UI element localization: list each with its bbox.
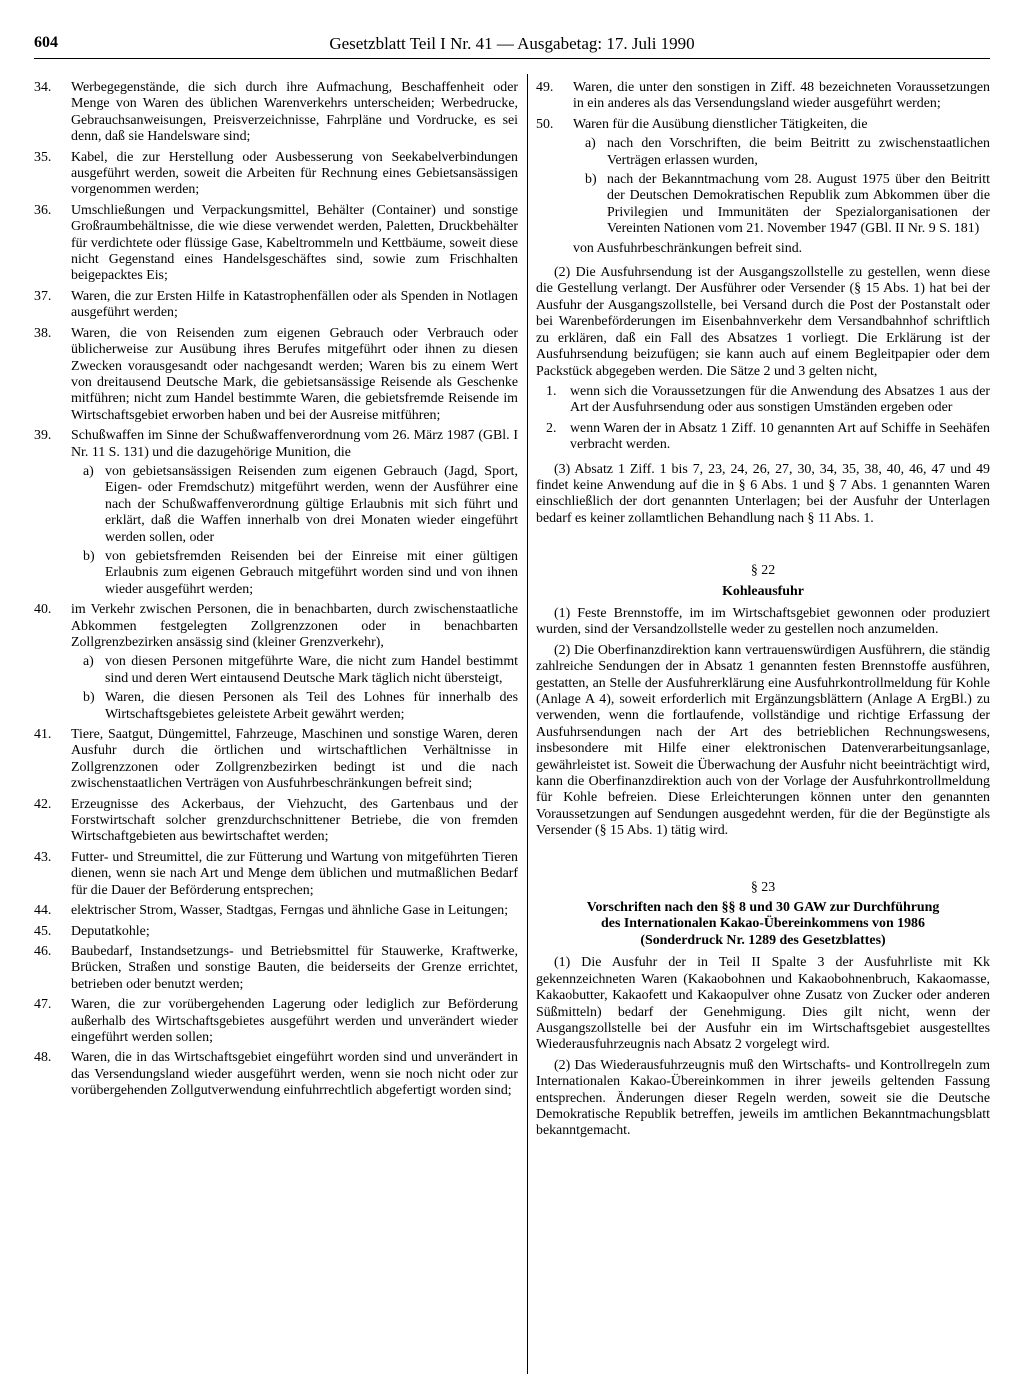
page-header: [34, 32, 990, 59]
item-number: 45.: [34, 923, 52, 939]
sub-item-label: a): [585, 136, 596, 152]
item-text: Waren, die von Reisenden zum eigenen Gebrauch oder Verbrauch oder üblicherweise zur Ausübung ihres Berufes mitgeführt oder ihnen zu diesen Zwecken vorausgesandt oder nachgesandt werden; Waren bis zu einem Wert von dreitausend Deutsche Mark, die gebietsansässige Reisende als Geschenke mitführen; nicht zum Handel bestimmte Waren, die gebietsfremde Reisende im Wirtschaftsgebiet erworben haben und bei der Ausreise mitführen;: [71, 325, 518, 423]
list-item-40: [34, 602, 518, 723]
closing-text: von Ausfuhrbeschränkungen befreit sind.: [573, 240, 803, 256]
list-item-45: [34, 924, 518, 940]
item-number: 46.: [34, 943, 52, 959]
item-number: 40.: [34, 602, 52, 618]
item-number: 44.: [34, 903, 52, 919]
paragraph-3: (3) Absatz 1 Ziff. 1 bis 7, 23, 24, 26, 27, 30, 34, 35, 38, 40, 46, 47 und 49 findet keine Anwendung auf die in § 6 Abs. 1 und § 7 Abs. 1 genannten Waren einschließlich der dort genannten Unterlagen; bei der Ausfuhr der Unterlagen bedarf es keiner zollamtlichen Behandlung nach § 11 Abs. 1.: [536, 461, 990, 526]
sub-item-text: von gebietsfremden Reisenden bei der Einreise mit einer gültigen Erlaubnis zum eigenen Gebrauch mitgeführt worden sind und von ihnen wieder ausgeführt werden;: [105, 548, 518, 597]
sub-item: [585, 136, 990, 169]
sub-item-text: nach der Bekanntmachung vom 28. August 1975 über den Beitritt der Deutschen Demokratischen Republik zum Abkommen über die Privilegien und Immunitäten der Spezialorganisationen der Vereinten Nationen vom 21. November 1947 (GBl. II Nr. 9 S. 181): [607, 172, 990, 237]
section-22-number: § 22: [750, 563, 776, 579]
sub-item-label: b): [585, 172, 597, 188]
item-text: Waren, die in das Wirtschaftsgebiet eingeführt worden sind und unverändert in das Versendungsland wieder ausgeführt werden, wenn sie noch nicht oder zur vorübergehenden Zollgutverwendung einfuhrrechtlich abgefertigt worden sind;: [71, 1050, 518, 1099]
item-number: 35.: [34, 149, 52, 165]
list-item-50: [536, 117, 990, 257]
sub-item: [585, 172, 990, 238]
item-number: 36.: [34, 202, 52, 218]
sub-item-label: b): [83, 548, 95, 564]
item-text: Kabel, die zur Herstellung oder Ausbesserung von Seekabelverbindungen ausgeführt werden, soweit die Arbeiten für Rechnung eines Gebietsansässigen vorgenommen werden;: [71, 149, 518, 198]
item-number: 39.: [34, 428, 52, 444]
item-text: Erzeugnisse des Ackerbaus, der Viehzucht, des Gartenbaus und der Forstwirtschaft solcher grenzdurchschnittener Betriebe, die von fremden Wirtschaftgebieten aus bewirtschaftet werden;: [71, 796, 518, 845]
item-number: 48.: [34, 1050, 52, 1066]
item-text: Futter- und Streumittel, die zur Fütterung und Wartung von mitgeführten Tieren dienen, wenn sie nach Art und Menge dem üblichen und mutmaßlichen Bedarf für die Dauer der Beförderung entsprechen;: [71, 849, 518, 898]
item-text: Umschließungen und Verpackungsmittel, Behälter (Container) und sonstige Großraumbehältnisse, die wie diese verwendet werden, Paletten, Druckbehälter für verdichtete oder flüssige Gase, Kabeltrommeln und Kettbäume, soweit diese nicht Gegenstand eines Handelsgeschäftes sind, sowie zum Frischhalten beigepacktes Eis;: [71, 202, 518, 284]
list-item-34: [34, 80, 518, 146]
section-22-paragraph-1: (1) Feste Brennstoffe, im im Wirtschaftsgebiet gewonnen oder produziert wurden, sind der Versandzollstelle weder zu gestellen noch anzumelden.: [536, 605, 990, 638]
sub-item-text: von diesen Personen mitgeführte Ware, die nicht zum Handel bestimmt sind und deren Wert eintausend Deutsche Mark täglich nicht übersteigt,: [105, 654, 518, 686]
list-item-38: [34, 326, 518, 424]
item-text: im Verkehr zwischen Personen, die in benachbarten, durch zwischenstaatliche Abkommen festgelegten Zollgrenzzonen oder in benachbarten Zollgrenzbezirken ansässig sind (kleiner Grenzverkehr),: [71, 602, 518, 650]
item-text: Waren, die zur Ersten Hilfe in Katastrophenfällen oder als Spenden in Notlagen ausgeführt werden;: [71, 288, 518, 321]
sub-item: [83, 654, 518, 687]
item-text: Waren für die Ausübung dienstlicher Tätigkeiten, die: [573, 116, 868, 132]
item-number: 42.: [34, 796, 52, 812]
item-text: elektrischer Strom, Wasser, Stadtgas, Ferngas und ähnliche Gase in Leitungen;: [71, 903, 509, 919]
sub-item-text: Waren, die diesen Personen als Teil des Lohnes für innerhalb des Wirtschaftsgebietes geleistete Arbeit gewährt werden;: [105, 690, 518, 722]
list-item-36: [34, 203, 518, 285]
item-number: 49.: [536, 80, 554, 95]
section-22-paragraph-2: (2) Die Oberfinanzdirektion kann vertrauenswürdigen Ausführern, die ständig zahlreiche Sendungen der in Absatz 1 genannten festen Brennstoffe ausführen, gestatten, an Stelle der Ausfuhrerklärung eine Ausfuhrkontrollmeldung für Kohle (Anlage A 4), soweit erforderlich mit Ergänzungsblättern (Anlage A ErgBl.) zu verwenden, wenn die fortlaufende, vollständige und richtige Erfassung der Ausfuhrsendungen nach der Art des betrieblichen Rechnungswesens, insbesondere mit Hilfe einer elektronischen Datenverarbeitungsanlage, gewährleistet ist. Soweit die Überwachung der Ausfuhr nicht beeinträchtigt wird, kann die Oberfinanzdirektion auch von der Vorlage der Ausfuhrkontrollmeldung für Kohle befreien. Diese Erleichterungen können unter den genannten Voraussetzungen auf Sendungen ausgedehnt werden, für die der Begünstigte als Versender (§ 15 Abs. 1) tätig wird.: [536, 642, 990, 839]
item-number: 34.: [34, 80, 52, 95]
sub-item-label: b): [83, 690, 95, 706]
section-23-paragraph-1: (1) Die Ausfuhr der in Teil II Spalte 3 der Ausfuhrliste mit Kk gekennzeichneten Waren (Kakaobohnen und Kakaobohnenbruch, Kakaomasse, Kakaobutter, Kakaofett und Kakaopulver ohne Zusatz von Zucker oder anderen Süßmitteln) bedarf der Genehmigung. Dies gilt nicht, wenn der Ausgangszollstelle bei der Ausfuhr ein im Wirtschaftsgebiet ausgestelltes Wiederausfuhrzeugnis nach Absatz 2 vorgelegt wird.: [536, 955, 990, 1053]
item-number: 38.: [34, 325, 52, 341]
section-23-title-line-3: (Sonderdruck Nr. 1289 des Gesetzblattes): [640, 932, 886, 948]
right-column: [536, 80, 990, 1144]
paragraph-2: (2) Die Ausfuhrsendung ist der Ausgangszollstelle zu gestellen, wenn diese die Gestellung verlangt. Der Ausführer oder Versender (§ 15 Abs. 1) hat bei der Ausfuhr der Ausgangszollstelle, bei Versand durch die Post der Postanstalt oder bei Warenbeförderungen im Eisenbahnverkehr dem Versandbahnhof schriftlich zu erklären, daß ein Fall des Absatzes 1 vorliegt. Die Erklärung ist der Ausfuhrsendung beizufügen; sie kann auch auf einem Begleitpapier oder dem Packstück abgegeben werden. Die Sätze 2 und 3 gelten nicht,: [536, 265, 990, 379]
list-item-37: [34, 289, 518, 322]
numbered-item-text: wenn sich die Voraussetzungen für die Anwendung des Absatzes 1 aus der Art der Ausfuhrsendung oder aus sonstigen Umständen ergeben oder: [570, 383, 990, 416]
sub-item: [83, 549, 518, 598]
sub-item: [83, 690, 518, 723]
item-text: Tiere, Saatgut, Düngemittel, Fahrzeuge, Maschinen und sonstige Waren, deren Ausfuhr durch die örtlichen und wirtschaftlichen Verhältnisse in Zollgrenzzonen oder Zollgrenzbezirken bedingt ist und die nach zwischenstaatlichen Verträgen von Ausfuhrbeschränkungen befreit sind;: [71, 727, 518, 792]
item-number: 37.: [34, 288, 52, 304]
item-number: 41.: [34, 727, 52, 743]
sub-item-text: von gebietsansässigen Reisenden zum eigenen Gebrauch (Jagd, Sport, Eigen- oder Fremdschutz) mitgeführt werden, wenn der Ausführer eine nach der Schußwaffenverordnung gültige Erlaubnis mit sich führt und erklärt, daß die Waffen innerhalb von drei Monaten wieder eingeführt werden sollen, oder: [105, 463, 518, 545]
section-23-title-line-1: Vorschriften nach den §§ 8 und 30 GAW zur Durchführung: [586, 900, 940, 916]
sub-item-label: a): [83, 654, 94, 670]
item-text: Schußwaffen im Sinne der Schußwaffenverordnung vom 26. März 1987 (GBl. I Nr. 11 S. 131) und die dazugehörige Munition, die: [71, 428, 518, 460]
list-item-35: [34, 150, 518, 199]
sub-item-label: a): [83, 463, 94, 479]
section-23-number: § 23: [750, 879, 776, 895]
page-number: 604: [34, 34, 58, 51]
item-text: Deputatkohle;: [71, 923, 150, 939]
list-item-43: [34, 850, 518, 899]
item-number: 43.: [34, 849, 52, 865]
section-22-title: Kohleausfuhr: [722, 583, 804, 599]
numbered-item: [546, 421, 990, 454]
numbered-item-label: 2.: [546, 420, 557, 436]
item-text: Baubedarf, Instandsetzungs- und Betriebsmittel für Stauwerke, Kraftwerke, Brücken, Straßen und sonstige Bauten, die beiderseits der Grenze errichtet, betrieben oder benutzt werden;: [71, 943, 518, 992]
list-item-41: [34, 727, 518, 793]
item-number: 50.: [536, 116, 554, 132]
section-23-paragraph-2: (2) Das Wiederausfuhrzeugnis muß den Wirtschafts- und Kontrollregeln zum Internationalen Kakao-Übereinkommen in ihrer jeweils geltenden Fassung entsprechen. Änderungen dieser Regeln werden, soweit sie die Deutsche Demokratische Republik betreffen, jeweils im amtlichen Bekanntmachungsblatt bekanntgemacht.: [536, 1057, 990, 1139]
list-item-49: [536, 80, 990, 113]
list-item-46: [34, 944, 518, 993]
left-column: [34, 80, 518, 1104]
section-23-title-line-2: des Internationalen Kakao-Übereinkommens von 1986: [601, 916, 925, 932]
list-item-42: [34, 797, 518, 846]
page-title: Gesetzblatt Teil I Nr. 41 — Ausgabetag: 17. Juli 1990: [329, 34, 695, 53]
sub-item-text: nach den Vorschriften, die beim Beitritt zu zwischenstaatlichen Verträgen erlassen wurden,: [607, 136, 990, 168]
list-item-39: [34, 428, 518, 598]
list-item-47: [34, 997, 518, 1046]
numbered-item: [546, 384, 990, 417]
numbered-item-label: 1.: [546, 383, 557, 399]
item-text: Waren, die zur vorübergehenden Lagerung oder lediglich zur Beförderung außerhalb des Wirtschaftsgebietes ausgeführt werden und unverändert wieder eingeführt werden sollen;: [71, 997, 518, 1045]
sub-item: [83, 464, 518, 546]
item-text: Werbegegenstände, die sich durch ihre Aufmachung, Beschaffenheit oder Menge von Waren des üblichen Warenverkehrs unterscheiden; Werbedrucke, Gebrauchsanweisungen, Preisverzeichnisse, Fahrpläne und Vordrucke, es sei denn, daß sie Handelsware sind;: [71, 80, 518, 145]
list-item-48: [34, 1050, 518, 1099]
item-text: Waren, die unter den sonstigen in Ziff. 48 bezeichneten Voraussetzungen in ein anderes als das Versendungsland wieder ausgeführt werden;: [573, 80, 990, 112]
item-number: 47.: [34, 997, 52, 1013]
column-divider: [527, 74, 528, 1374]
numbered-item-text: wenn Waren der in Absatz 1 Ziff. 10 genannten Art auf Schiffe in Seehäfen verbracht werden.: [570, 420, 990, 453]
list-item-44: [34, 903, 518, 919]
